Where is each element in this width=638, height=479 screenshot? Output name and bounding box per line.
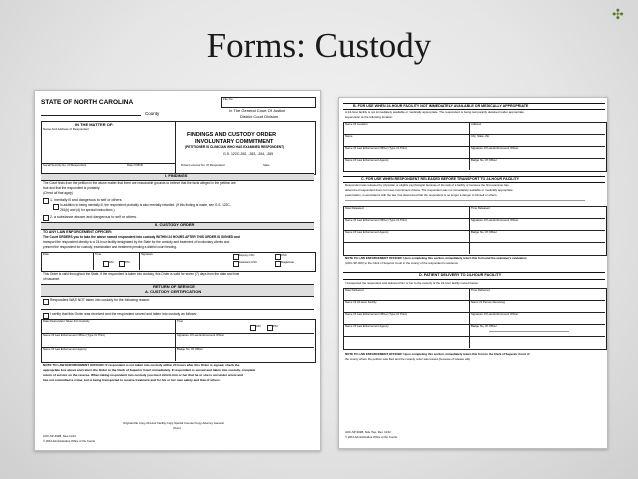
findings-text-2: true and that the respondent is probably:: [43, 186, 101, 190]
option-1b-label: 261(b) and (d) for special instructions.): [60, 208, 115, 212]
facility-name-label: Name Of 24-Hour Facility: [345, 300, 377, 304]
copyright-label: © 2012 Administrative Office of the Courts: [43, 439, 96, 443]
section-c-text-2: determined respondent does not meet commitment criteria. The respondent was not immediately available or medically appropriate.: [345, 188, 514, 192]
state-heading: STATE OF NORTH CAROLINA: [41, 99, 134, 106]
badge-label-b: Badge No. Of Officer: [471, 158, 497, 162]
date-released-label: Date Released: [345, 206, 364, 210]
county-label: County: [145, 111, 160, 116]
section-c-note-1: NOTE TO LAW ENFORCEMENT OFFICER: Upon completing this section, immediately return this form and the examiner's evaluation: [345, 256, 527, 260]
facility-person-label: Name Of Person Receiving: [471, 300, 505, 304]
copyright-back: © 2012 Administrative Office of the Courts: [345, 435, 398, 439]
findings-heading: I. FINDINGS: [165, 173, 188, 178]
custody-form-back: B. FOR USE WHEN 24-HOUR FACILITY NOT IMMEDIATELY AVAILABLE OR MEDICALLY APPROPRIATE A 24-hour facility is not immediately available or medically appropriate. The respondent is being temporarily detained under appropriate supervision at the following location: Name Of Location Address Name City, State, Zip Name Of Law Enforcement Officer (Type Or Print) Signature Of Law Enforcement Officer Name Of Law Enforcement Agency Badge No. Of Officer C. FOR USE WHEN RESPONDENT RELEASED BEFORE TRANSPORT TO 24-HOUR FACILITY Respondent was released by physician or eligible psychologist because of the lack of a facility or because the first examiner has determined respondent does not meet commitment criteria. The respondent was not immediately available or medically appropriate. examination, in accordance with the law, has determined that the respondent is no longer a danger to himself or others. Date Released Time Released Name Of Law Enforcement Officer (Type Or Print) Signature Of Law Enforcement Officer Name Of Law Enforcement Agency Badge No. Of Officer NOTE TO LAW ENFORCEMENT OFFICER: Upon completing this section, immediately return this form and the examiner's evaluation (AOC-SP-300) to the Clerk of Superior Court in the county of the respondent's residence. D. PATIENT DELIVERY TO 24-HOUR FACILITY I transported the respondent and delivered him or her to the custody of the 24-hour facility named below: Date Delivered Time Delivered Name Of 24-Hour Facility Name Of Person Receiving Name Of Law Enforcement Officer (Type Or Print) Signature Of Law Enforcement Officer Name Of Law Enforcement Agency Badge No. Of Officer NOTE TO LAW ENFORCEMENT OFFICER: Upon completing this section, immediately return this form to the Clerk of Superior Court of the county where the petition was filed and the custody order was issued (because of release will) AOC-SP-302B, Side Two, Rev. 11/12 © 2012 Administrative Office of the Courts: [338, 97, 608, 449]
form-title-1: FINDINGS AND CUSTODY ORDER: [187, 132, 277, 138]
section-c-text-3: examination, in accordance with the law, has determined that the respondent is no longer a danger to himself or others.: [345, 193, 498, 197]
time-label: Time: [95, 252, 102, 256]
officer-name-label: Name Of Law Enforcement Officer (Type Or Print): [43, 333, 105, 337]
address-label: Address: [471, 122, 482, 126]
section-d-text: I transported the respondent and delivered him or her to the custody of the 24-hour facility named below:: [345, 281, 479, 285]
option-1a-label: In addition to being mentally ill, the respondent probably is also mentally retarded. (If this finding is made, see G.S. 122C-: [60, 203, 231, 207]
option-1a-checkbox[interactable]: [53, 204, 59, 210]
certify-label: I certify that this Order was received and the respondent served and taken into custody as follows:: [50, 312, 198, 316]
agency-label: Name Of Law Enforcement Agency: [43, 347, 87, 351]
custody-cert-heading: A. CUSTODY CERTIFICATION: [145, 289, 202, 294]
badge-label: Badge No. Of Officer: [177, 347, 203, 351]
section-b-text-2: supervision at the following location:: [345, 115, 394, 119]
not-taken-checkbox[interactable]: [43, 299, 49, 305]
form-title-2: INVOLUNTARY COMMITMENT: [195, 139, 274, 145]
order-text-3: present the respondent for custody, examination and treatment pending a district court hearing.: [43, 245, 177, 249]
matter-divider: [175, 121, 176, 173]
respondent-label: Name And Address of Respondent: [43, 127, 90, 131]
section-d-heading: D. PATIENT DELIVERY TO 24-HOUR FACILITY: [419, 273, 502, 277]
deputy-csc-label: Deputy CSC: [239, 253, 255, 257]
pm-label: PM: [125, 260, 130, 264]
final-note-1: NOTE TO LAW ENFORCEMENT OFFICER: Upon completing this section, immediately return this form to the Clerk of Superior Court of: [345, 352, 530, 356]
officer-signature-label: Signature Of Law Enforcement Officer: [177, 333, 225, 337]
location-label: Name: [345, 134, 353, 138]
file-no-label: File No.: [223, 97, 234, 101]
court-label: In The General Court Of Justice: [229, 108, 286, 113]
agency-label-b: Name Of Law Enforcement Agency: [345, 158, 389, 162]
section-b-text-1: A 24-hour facility is not immediately available or medically appropriate. The respondent is being temporarily detained under appropriate: [345, 110, 524, 114]
drivers-license-label: Drivers License No. Of Respondent: [181, 163, 225, 167]
section-c-heading: C. FOR USE WHEN RESPONDENT RELEASED BEFORE TRANSPORT TO 24-HOUR FACILITY: [361, 177, 520, 181]
city-state-zip-label: City, State, Zip: [471, 134, 490, 138]
custody-form-front: STATE OF NORTH CAROLINA File No. County In The General Court Of Justice District Court Division IN THE MATTER OF: Name And Address of Respondent FINDINGS AND CUSTODY ORDER INVOLUNTARY COMMITMENT (PETITIONER IS CLINICIAN WHO HAS EXAMINED RESPONDENT) G.S. 122C-262, -263, -264, -265 Social Security No. Of Respondent Date Of Birth Drivers License No. Of Respondent State I. FINDINGS The Court finds from the petition in the above matter that there are reasonable grounds to believe that the facts alleged in the petition are true and that the respondent is probably: (Check all that apply) 1. mentally ill and dangerous to self or others. In addition to being mentally ill, the respondent probably is also mentally retarded. (If this finding is made, see G.S. 122C- 261(b) and (d) for special instructions.) 2. a substance abuser and dangerous to self or others. II. CUSTODY ORDER TO ANY LAW ENFORCEMENT OFFICER: The Court ORDERS you to take the above named respondent into custody WITHIN 24 HOURS AFTER THIS ORDER IS SIGNED and transport the respondent directly to a 24-hour facility designated by the State for the custody and treatment of involuntary clients and present the respondent for custody, examination and treatment pending a district court hearing. Date Time AM PM Signature Deputy CSC CSC Assistant CSC Magistrate This Order is valid throughout the State. If the respondent is taken into custody, this Order is valid for seven (7) days from the date and time of issuance. RETURN OF SERVICE A. CUSTODY CERTIFICATION Respondent WAS NOT taken into custody for the following reason: I certify that this Order was received and the respondent served and taken into custody as follows: Date Respondent Taken Into Custody Time AM PM Name Of Law Enforcement Officer (Type Or Print) Signature Of Law Enforcement Officer Name Of Law Enforcement Agency Badge No. Of Officer NOTE TO LAW ENFORCEMENT OFFICER: If respondent is not taken into custody within 24 hours after this Order is signed, check the appropriate box above and return the Order to the Clerk of Superior Court immediately. If respondent is served and taken into custody, complete return of service on the reverse. When taking respondent into custody you must inform him or her that he or she is not under arrest and has not committed a crime, but is being transported to receive treatment and for his or her own safety and that of others. Original-File Copy-24-Hour Facility Copy-Special Counsel Copy-Attorney General (Over) AOC-SP-302B, New 11/12 © 2012 Administrative Office of the Courts: [34, 90, 321, 451]
magistrate-label: Magistrate: [281, 260, 295, 264]
officer-sig-label: Signature Of Law Enforcement Officer: [471, 146, 519, 150]
ssn-label: Social Security No. Of Respondent: [43, 163, 87, 167]
am-label: AM: [109, 260, 114, 264]
section-c-text-1: Respondent was released by physician or eligible psychologist because of the lack of a facility or because the first examiner has: [345, 183, 509, 187]
dob-label: Date Of Birth: [127, 163, 144, 167]
to-officer-label: TO ANY LAW ENFORCEMENT OFFICER:: [43, 230, 113, 234]
return-of-service-heading: RETURN OF SERVICE: [153, 284, 195, 289]
option-2-checkbox[interactable]: [43, 215, 49, 221]
order-text-1: The Court ORDERS you to take the above named respondent into custody WITHIN 24 HOURS AFTER THIS ORDER IS SIGNED and: [43, 235, 240, 239]
validity-text-2: of issuance.: [43, 277, 61, 281]
date-delivered-label: Date Delivered: [345, 288, 364, 292]
option-1-label: 1. mentally ill and dangerous to self or others.: [50, 198, 123, 202]
location-name-label: Name Of Location: [345, 122, 368, 126]
sig-divider-2: [139, 252, 140, 270]
slide-corner-ornament-icon: ✣: [612, 6, 624, 22]
date-label: Date: [43, 252, 49, 256]
note-text-2: appropriate box above and return the Order to the Clerk of Superior Court immediately. If respondent is served and taken into custody, complete: [43, 368, 256, 372]
county-line: [41, 115, 141, 116]
date-taken-label: Date Respondent Taken Into Custody: [43, 319, 90, 323]
section-b-heading: B. FOR USE WHEN 24-HOUR FACILITY NOT IMMEDIATELY AVAILABLE OR MEDICALLY APPROPRIATE: [353, 104, 529, 108]
option-1-checkbox[interactable]: [43, 198, 49, 204]
final-note-2: the county where the petition was filed and the custody order was issued (because of release will): [345, 357, 470, 361]
form-number-back: AOC-SP-302B, Side Two, Rev. 11/12: [345, 430, 391, 434]
order-text-2: transport the respondent directly to a 24-hour facility designated by the State for the custody and treatment of involuntary clients and: [43, 240, 230, 244]
note-text-4: has not committed a crime, but is being transported to receive treatment and for his or her own safety and that of others.: [43, 378, 221, 382]
validity-text-1: This Order is valid throughout the State. If the respondent is taken into custody, this Order is valid for seven (7) days from the date and time: [43, 272, 240, 276]
distribution-over: (Over): [173, 426, 181, 430]
slide-title: Forms: Custody: [206, 26, 432, 65]
state-label: State: [263, 163, 270, 167]
file-no-box: [221, 97, 316, 108]
sig-divider-1: [93, 252, 94, 270]
division-label: District Court Division: [240, 114, 279, 119]
custody-order-heading: II. CUSTODY ORDER: [155, 222, 195, 227]
signature-label: Signature: [141, 252, 153, 256]
check-all-label: (Check all that apply): [43, 191, 73, 195]
findings-text-1: The Court finds from the petition in the above matter that there are reasonable grounds to believe that the facts alleged in the petition are: [43, 181, 236, 185]
section-c-note-2: (AOC-SP-300) to the Clerk of Superior Court in the county of the respondent's residence.: [345, 261, 459, 265]
not-taken-label: Respondent WAS NOT taken into custody for the following reason:: [50, 298, 151, 302]
section-d-table: [343, 288, 607, 350]
note-text-1: NOTE TO LAW ENFORCEMENT OFFICER: If respondent is not taken into custody within 24 hours after this Order is signed, check the: [43, 363, 240, 367]
distribution-label: Original-File Copy-24-Hour Facility Copy-Special Counsel Copy-Attorney General: [123, 421, 224, 425]
asst-csc-label: Assistant CSC: [239, 260, 258, 264]
statute-label: G.S. 122C-262, -263, -264, -265: [223, 152, 274, 156]
officer-print-label: Name Of Law Enforcement Officer (Type Or Print): [345, 146, 407, 150]
time-released-label: Time Released: [471, 206, 490, 210]
time-delivered-label: Time Delivered: [471, 288, 490, 292]
form-title-3: (PETITIONER IS CLINICIAN WHO HAS EXAMINED RESPONDENT): [185, 145, 285, 149]
note-text-3: return of service on the reverse. When taking respondent into custody you must inform him or her that he or she is not under arrest and: [43, 373, 243, 377]
matter-of-label: IN THE MATTER OF:: [75, 122, 114, 127]
option-2-label: 2. a substance abuser and dangerous to self or others.: [50, 215, 138, 219]
form-number: AOC-SP-302B, New 11/12: [43, 434, 76, 438]
